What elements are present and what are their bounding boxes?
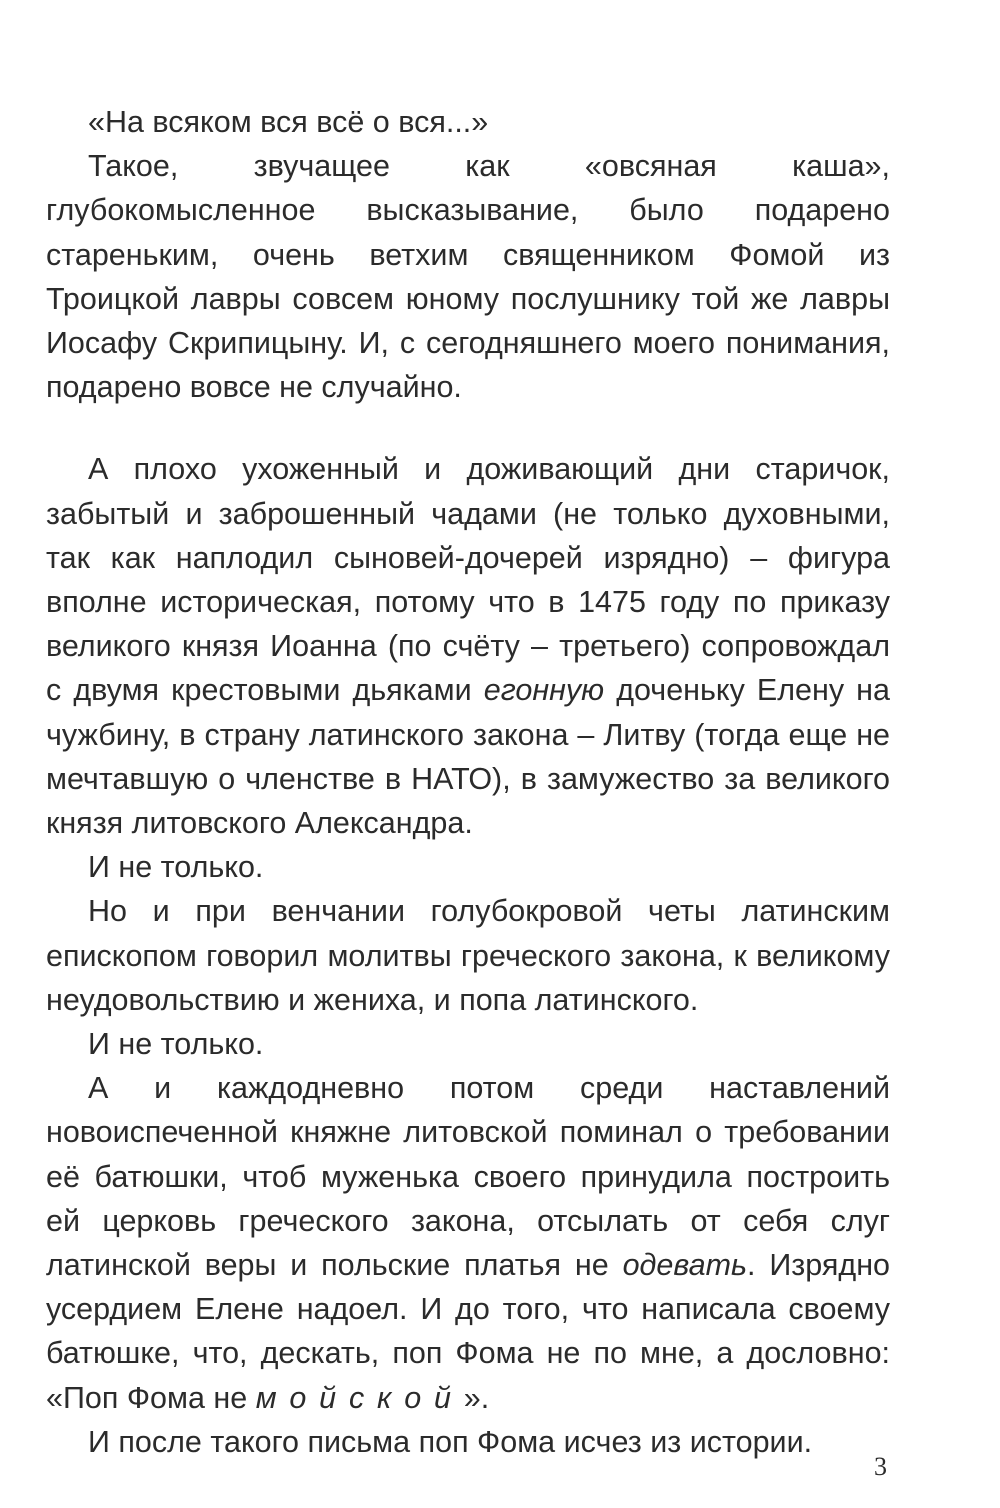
paragraph-6 [46,1066,890,1420]
body-text [46,100,890,1464]
paragraph-2-text-start: А плохо ухоженный и доживающий дни старичок, забытый и заброшенный чадами (не только духовными, так как наплодил сыновей-дочерей изрядно) – фигура вполне историческая, потому что в 1475 году по приказу великого князя Иоанна (по счёту – третьего) сопровождал с двумя крестовыми дьяками [46,452,890,708]
paragraph-5 [46,1022,890,1066]
paragraph-1 [46,144,890,409]
paragraph-2 [46,447,890,845]
paragraph-4 [46,889,890,1022]
paragraph-2-text-end: доченьку Елену на чужбину, в страну латинского закона – Литву (тогда еще не мечтавшую о членстве в НАТО), в замужество за великого князя литовского Александра. [46,673,890,841]
paragraph-3-text: И не только. [88,850,264,885]
epigraph-text: «На всяком вся всё о вся...» [88,105,489,139]
paragraph-6-spaced-word: мойской [255,1380,464,1415]
paragraph-6-text-end: ». [463,1380,490,1415]
paragraph-epigraph [46,100,890,144]
paragraph-6-text-middle: . Изрядно усердием Елене надоел. И до того, что написала своему батюшке, что, дескать, поп Фома не по мне, а дословно: «Поп Фома не [46,1248,890,1415]
paragraph-2-italic-word: егонную [483,673,605,708]
page-number: 3 [874,1452,887,1481]
paragraph-7-text: И после такого письма поп Фома исчез из истории. [88,1424,813,1459]
paragraph-4-text: Но и при венчании голубокровой четы латинским епископом говорил молитвы греческого закона, к великому неудовольствию и жениха, и попа латинского. [46,894,890,1017]
paragraph-7 [46,1420,890,1464]
paragraph-6-italic-word: одевать [622,1248,748,1283]
paragraph-3 [46,845,890,889]
paragraph-5-text: И не только. [88,1027,264,1062]
paragraph-6-text-start: А и каждодневно потом среди наставлений новоиспеченной княжне литовской поминал о требовании её батюшки, чтоб муженька своего принудила построить ей церковь греческого закона, отсылать от себя слуг латинской веры и польские платья не [46,1071,890,1283]
paragraph-1-text: Такое, звучащее как «овсяная каша», глубокомысленное высказывание, было подарено стареньким, очень ветхим священником Фомой из Троицкой лавры совсем юному послушнику той же лавры Иосафу Скрипицыну. И, с сегодняшнего моего понимания, подарено вовсе не случайно. [46,149,890,405]
